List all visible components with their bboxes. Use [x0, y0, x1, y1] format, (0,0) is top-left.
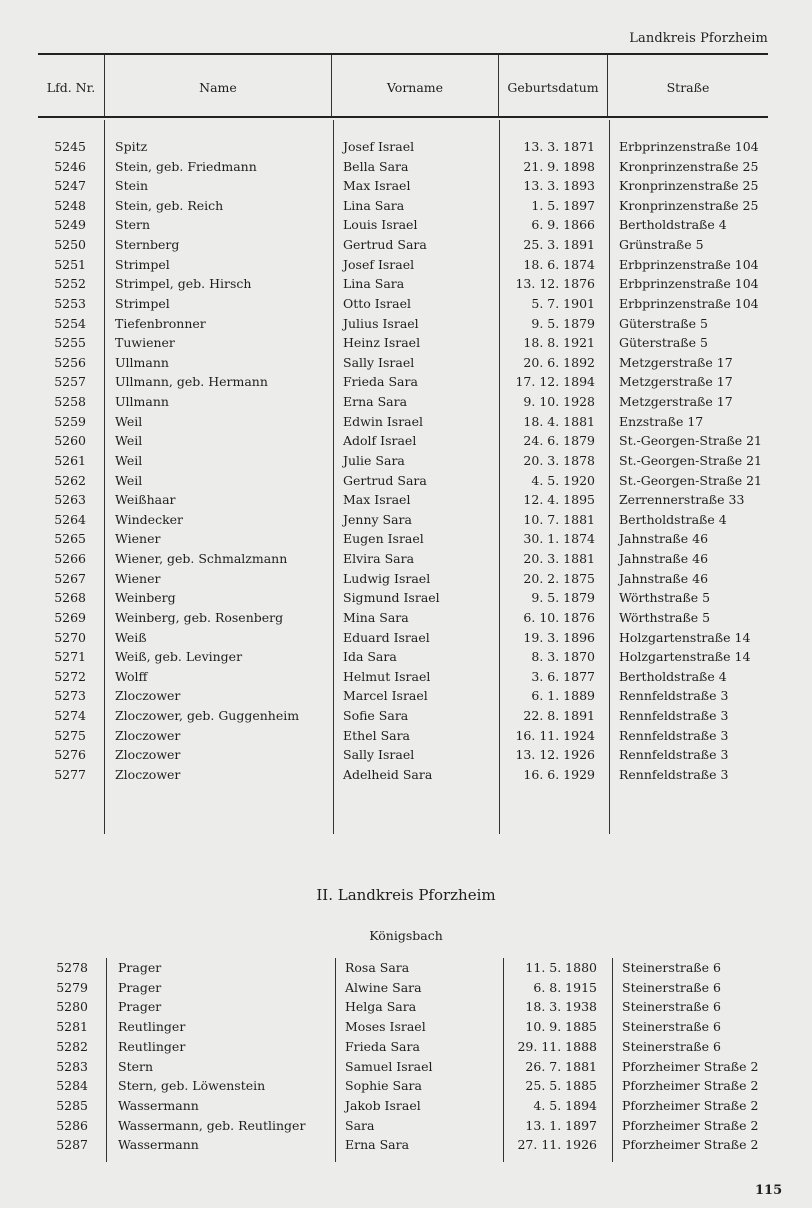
cell-strasse: Jahnstraße 46 [619, 531, 709, 547]
cell-nr: 5247 [54, 178, 86, 194]
cell-nr: 5253 [54, 295, 86, 311]
cell-nr: 5251 [54, 256, 86, 272]
cell-vorname: Mina Sara [343, 609, 409, 625]
cell-strasse: Rennfeldstraße 3 [619, 727, 729, 743]
table-row [0, 159, 812, 178]
header-divider [498, 55, 499, 116]
table-row [0, 1039, 812, 1058]
cell-geburtsdatum: 9. 5. 1879 [531, 590, 595, 606]
table-row [0, 1137, 812, 1156]
cell-strasse: Steinerstraße 6 [622, 1038, 721, 1054]
cell-geburtsdatum: 17. 12. 1894 [515, 374, 595, 390]
cell-strasse: Kronprinzenstraße 25 [619, 158, 759, 174]
cell-vorname: Jenny Sara [343, 511, 412, 527]
cell-geburtsdatum: 4. 5. 1894 [533, 1097, 597, 1113]
table-row [0, 1098, 812, 1117]
table-row [0, 257, 812, 276]
cell-vorname: Moses Israel [345, 1019, 426, 1035]
page-number: 115 [755, 1183, 783, 1198]
cell-strasse: Metzgerstraße 17 [619, 374, 733, 390]
cell-strasse: Rennfeldstraße 3 [619, 688, 729, 704]
cell-nr: 5259 [54, 413, 86, 429]
cell-nr: 5285 [56, 1097, 88, 1113]
cell-strasse: Güterstraße 5 [619, 315, 708, 331]
table-row [0, 198, 812, 217]
cell-nr: 5252 [54, 276, 86, 292]
cell-nr: 5277 [54, 766, 86, 782]
table-row [0, 1078, 812, 1097]
cell-name: Prager [118, 960, 162, 975]
cell-name: Ullmann, geb. Hermann [115, 374, 268, 390]
cell-strasse: St.-Georgen-Straße 21 [619, 472, 762, 488]
cell-vorname: Ida Sara [343, 649, 397, 665]
cell-vorname: Jakob Israel [345, 1097, 421, 1113]
table-row [0, 630, 812, 649]
cell-nr: 5254 [54, 315, 86, 331]
table-row [0, 355, 812, 374]
cell-vorname: Alwine Sara [345, 979, 422, 995]
cell-name: Weil [115, 472, 143, 488]
cell-strasse: Steinerstraße 6 [622, 979, 721, 995]
cell-strasse: Pforzheimer Straße 2 [622, 1117, 759, 1133]
cell-nr: 5263 [54, 492, 86, 508]
cell-strasse: St.-Georgen-Straße 21 [619, 433, 762, 449]
table-row [0, 669, 812, 688]
table-row [0, 688, 812, 707]
cell-geburtsdatum: 25. 5. 1885 [525, 1078, 597, 1094]
cell-name: Wassermann [118, 1097, 199, 1113]
table-row [0, 1059, 812, 1078]
cell-nr: 5245 [54, 139, 86, 154]
cell-vorname: Gertrud Sara [343, 237, 427, 253]
header-name: Name [199, 80, 237, 95]
table-row [0, 551, 812, 570]
cell-geburtsdatum: 13. 3. 1893 [523, 178, 595, 194]
table-row [0, 178, 812, 197]
cell-nr: 5250 [54, 237, 86, 253]
cell-vorname: Edwin Israel [343, 413, 424, 429]
table-row [0, 767, 812, 786]
cell-vorname: Samuel Israel [345, 1058, 433, 1074]
cell-name: Wolff [115, 668, 148, 684]
cell-nr: 5273 [54, 688, 86, 704]
cell-name: Zloczower [115, 747, 181, 763]
cell-name: Prager [118, 999, 162, 1015]
cell-nr: 5246 [54, 158, 86, 174]
cell-vorname: Bella Sara [343, 158, 409, 174]
cell-name: Wiener, geb. Schmalzmann [115, 551, 288, 567]
header-divider [607, 55, 608, 116]
cell-name: Reutlinger [118, 1038, 186, 1054]
cell-name: Ullmann [115, 394, 169, 410]
cell-vorname: Eduard Israel [343, 629, 430, 645]
cell-nr: 5271 [54, 649, 86, 665]
cell-nr: 5267 [54, 570, 86, 586]
cell-vorname: Josef Israel [343, 256, 415, 272]
cell-strasse: Jahnstraße 46 [619, 551, 709, 567]
cell-vorname: Frieda Sara [345, 1038, 420, 1054]
cell-name: Weil [115, 433, 143, 449]
cell-geburtsdatum: 20. 6. 1892 [523, 354, 595, 370]
cell-geburtsdatum: 20. 3. 1878 [523, 452, 595, 468]
cell-strasse: Pforzheimer Straße 2 [622, 1058, 759, 1074]
table-row [0, 980, 812, 999]
cell-nr: 5281 [56, 1019, 88, 1035]
table-row [0, 414, 812, 433]
cell-name: Weil [115, 452, 143, 468]
cell-strasse: Bertholdstraße 4 [619, 217, 727, 233]
cell-strasse: Kronprinzenstraße 25 [619, 197, 759, 213]
cell-vorname: Julie Sara [343, 452, 405, 468]
cell-nr: 5265 [54, 531, 86, 547]
cell-name: Windecker [115, 511, 184, 527]
cell-vorname: Heinz Israel [343, 335, 421, 351]
cell-name: Strimpel [115, 256, 170, 272]
cell-geburtsdatum: 18. 4. 1881 [523, 413, 595, 429]
cell-vorname: Helmut Israel [343, 668, 431, 684]
header-geburtsdatum: Geburtsdatum [507, 80, 599, 95]
table-row [0, 217, 812, 236]
section-title: II. Landkreis Pforzheim [316, 886, 496, 904]
table-row [0, 374, 812, 393]
cell-strasse: Wörthstraße 5 [619, 590, 711, 606]
cell-geburtsdatum: 25. 3. 1891 [523, 237, 595, 253]
subsection-title: Königsbach [369, 928, 443, 943]
cell-geburtsdatum: 13. 12. 1876 [515, 276, 595, 292]
cell-nr: 5286 [56, 1117, 88, 1133]
table-row [0, 571, 812, 590]
cell-geburtsdatum: 10. 9. 1885 [525, 1019, 597, 1035]
cell-nr: 5279 [56, 979, 88, 995]
cell-name: Zloczower [115, 688, 181, 704]
cell-geburtsdatum: 6. 8. 1915 [533, 979, 597, 995]
cell-strasse: Erbprinzenstraße 104 [619, 295, 759, 311]
cell-nr: 5262 [54, 472, 86, 488]
header-strasse: Straße [666, 80, 710, 95]
cell-nr: 5258 [54, 394, 86, 410]
table-row [0, 316, 812, 335]
cell-strasse: Jahnstraße 46 [619, 570, 709, 586]
cell-vorname: Ludwig Israel [343, 570, 431, 586]
cell-vorname: Adelheid Sara [343, 766, 433, 782]
table-row [0, 453, 812, 472]
cell-vorname: Eugen Israel [343, 531, 424, 547]
header-bottom-rule [38, 116, 768, 118]
cell-geburtsdatum: 20. 2. 1875 [523, 570, 595, 586]
cell-nr: 5283 [56, 1058, 88, 1074]
cell-nr: 5274 [54, 707, 86, 723]
cell-name: Stern, geb. Löwenstein [118, 1078, 266, 1094]
table-row [0, 960, 812, 979]
cell-nr: 5287 [56, 1137, 88, 1153]
cell-strasse: Holzgartenstraße 14 [619, 629, 751, 645]
table-row [0, 1019, 812, 1038]
table-row [0, 747, 812, 766]
cell-vorname: Gertrud Sara [343, 472, 427, 488]
cell-geburtsdatum: 27. 11. 1926 [517, 1137, 597, 1153]
cell-vorname: Erna Sara [345, 1137, 410, 1153]
cell-strasse: Steinerstraße 6 [622, 999, 721, 1015]
running-head: Landkreis Pforzheim [629, 31, 768, 46]
cell-vorname: Sally Israel [343, 354, 415, 370]
cell-nr: 5260 [54, 433, 86, 449]
cell-nr: 5278 [56, 960, 88, 975]
cell-geburtsdatum: 24. 6. 1879 [523, 433, 595, 449]
cell-geburtsdatum: 6. 9. 1866 [531, 217, 595, 233]
cell-vorname: Erna Sara [343, 394, 408, 410]
cell-geburtsdatum: 8. 3. 1870 [531, 649, 595, 665]
cell-vorname: Elvira Sara [343, 551, 415, 567]
cell-name: Sternberg [115, 237, 180, 253]
cell-name: Weiß [115, 629, 147, 645]
cell-name: Reutlinger [118, 1019, 186, 1035]
cell-geburtsdatum: 3. 6. 1877 [531, 668, 595, 684]
cell-geburtsdatum: 13. 3. 1871 [523, 139, 595, 154]
cell-vorname: Lina Sara [343, 276, 405, 292]
table-row [0, 335, 812, 354]
cell-geburtsdatum: 30. 1. 1874 [523, 531, 595, 547]
cell-strasse: Bertholdstraße 4 [619, 668, 727, 684]
table-row [0, 610, 812, 629]
cell-strasse: Rennfeldstraße 3 [619, 766, 729, 782]
cell-nr: 5261 [54, 452, 86, 468]
cell-name: Weinberg [115, 590, 176, 606]
table-row [0, 590, 812, 609]
cell-strasse: Enzstraße 17 [619, 413, 704, 429]
cell-name: Stein, geb. Friedmann [115, 158, 257, 174]
cell-nr: 5275 [54, 727, 86, 743]
cell-nr: 5257 [54, 374, 86, 390]
cell-name: Stein, geb. Reich [115, 197, 224, 213]
cell-geburtsdatum: 21. 9. 1898 [523, 158, 595, 174]
cell-geburtsdatum: 11. 5. 1880 [525, 960, 597, 975]
cell-name: Weil [115, 413, 143, 429]
cell-name: Strimpel, geb. Hirsch [115, 276, 252, 292]
cell-geburtsdatum: 29. 11. 1888 [517, 1038, 597, 1054]
cell-strasse: Metzgerstraße 17 [619, 394, 733, 410]
cell-geburtsdatum: 9. 5. 1879 [531, 315, 595, 331]
cell-vorname: Otto Israel [343, 295, 411, 311]
cell-name: Stern [115, 217, 151, 233]
cell-strasse: Wörthstraße 5 [619, 609, 711, 625]
cell-geburtsdatum: 5. 7. 1901 [531, 295, 595, 311]
table-row [0, 296, 812, 315]
cell-nr: 5270 [54, 629, 86, 645]
cell-strasse: Steinerstraße 6 [622, 1019, 721, 1035]
cell-strasse: Pforzheimer Straße 2 [622, 1137, 759, 1153]
cell-geburtsdatum: 13. 12. 1926 [515, 747, 595, 763]
cell-geburtsdatum: 13. 1. 1897 [525, 1117, 597, 1133]
cell-vorname: Lina Sara [343, 197, 405, 213]
cell-strasse: Güterstraße 5 [619, 335, 708, 351]
cell-nr: 5280 [56, 999, 88, 1015]
cell-vorname: Josef Israel [343, 139, 415, 154]
cell-strasse: Grünstraße 5 [619, 237, 704, 253]
cell-strasse: Kronprinzenstraße 25 [619, 178, 759, 194]
cell-vorname: Adolf Israel [343, 433, 417, 449]
header-divider [331, 55, 332, 116]
cell-geburtsdatum: 16. 6. 1929 [523, 766, 595, 782]
cell-name: Wassermann, geb. Reutlinger [118, 1117, 306, 1133]
cell-nr: 5249 [54, 217, 86, 233]
cell-nr: 5248 [54, 197, 86, 213]
cell-geburtsdatum: 4. 5. 1920 [531, 472, 595, 488]
table-row [0, 999, 812, 1018]
table-row [0, 649, 812, 668]
cell-geburtsdatum: 6. 10. 1876 [523, 609, 595, 625]
cell-strasse: Pforzheimer Straße 2 [622, 1097, 759, 1113]
cell-name: Weiß, geb. Levinger [115, 649, 243, 665]
cell-vorname: Ethel Sara [343, 727, 411, 743]
cell-vorname: Sophie Sara [345, 1078, 422, 1094]
cell-geburtsdatum: 6. 1. 1889 [531, 688, 595, 704]
cell-name: Prager [118, 979, 162, 995]
cell-name: Wiener [115, 531, 161, 547]
cell-geburtsdatum: 16. 11. 1924 [515, 727, 595, 743]
cell-name: Wassermann [118, 1137, 199, 1153]
cell-name: Tiefenbronner [115, 315, 206, 331]
cell-geburtsdatum: 18. 6. 1874 [523, 256, 595, 272]
cell-nr: 5272 [54, 668, 86, 684]
cell-vorname: Max Israel [343, 178, 411, 194]
cell-nr: 5268 [54, 590, 86, 606]
table-row [0, 473, 812, 492]
cell-name: Zloczower [115, 766, 181, 782]
cell-name: Spitz [115, 139, 148, 154]
cell-strasse: Metzgerstraße 17 [619, 354, 733, 370]
table-row [0, 139, 812, 158]
cell-vorname: Sally Israel [343, 747, 415, 763]
table-row [0, 394, 812, 413]
cell-vorname: Rosa Sara [345, 960, 410, 975]
cell-nr: 5282 [56, 1038, 88, 1054]
cell-geburtsdatum: 20. 3. 1881 [523, 551, 595, 567]
cell-strasse: Steinerstraße 6 [622, 960, 721, 975]
cell-name: Weißhaar [115, 492, 176, 508]
cell-name: Ullmann [115, 354, 169, 370]
cell-name: Strimpel [115, 295, 170, 311]
cell-vorname: Julius Israel [343, 315, 419, 331]
cell-vorname: Helga Sara [345, 999, 417, 1015]
cell-geburtsdatum: 19. 3. 1896 [523, 629, 595, 645]
cell-name: Stern [118, 1058, 154, 1074]
cell-strasse: Bertholdstraße 4 [619, 511, 727, 527]
table-row [0, 492, 812, 511]
table-row [0, 708, 812, 727]
header-divider [104, 55, 105, 116]
cell-geburtsdatum: 1. 5. 1897 [531, 197, 595, 213]
cell-name: Tuwiener [115, 335, 175, 351]
cell-strasse: Zerrennerstraße 33 [619, 492, 745, 508]
cell-geburtsdatum: 10. 7. 1881 [523, 511, 595, 527]
table-row [0, 237, 812, 256]
cell-strasse: Rennfeldstraße 3 [619, 707, 729, 723]
cell-strasse: St.-Georgen-Straße 21 [619, 452, 762, 468]
cell-geburtsdatum: 12. 4. 1895 [523, 492, 595, 508]
cell-vorname: Frieda Sara [343, 374, 418, 390]
cell-vorname: Sofie Sara [343, 707, 409, 723]
cell-name: Stein [115, 178, 149, 194]
cell-strasse: Erbprinzenstraße 104 [619, 139, 759, 154]
cell-nr: 5264 [54, 511, 86, 527]
table-row [0, 433, 812, 452]
cell-name: Wiener [115, 570, 161, 586]
cell-geburtsdatum: 18. 8. 1921 [523, 335, 595, 351]
cell-nr: 5276 [54, 747, 86, 763]
cell-nr: 5255 [54, 335, 86, 351]
cell-name: Zloczower, geb. Guggenheim [115, 707, 300, 723]
cell-vorname: Sara [345, 1117, 375, 1133]
header-nr: Lfd. Nr. [46, 80, 96, 95]
cell-strasse: Erbprinzenstraße 104 [619, 256, 759, 272]
cell-geburtsdatum: 26. 7. 1881 [525, 1058, 597, 1074]
cell-nr: 5266 [54, 551, 86, 567]
cell-name: Zloczower [115, 727, 181, 743]
table-row [0, 728, 812, 747]
cell-geburtsdatum: 18. 3. 1938 [525, 999, 597, 1015]
table-row [0, 276, 812, 295]
cell-strasse: Holzgartenstraße 14 [619, 649, 751, 665]
cell-nr: 5284 [56, 1078, 88, 1094]
cell-vorname: Max Israel [343, 492, 411, 508]
cell-nr: 5256 [54, 354, 86, 370]
header-top-rule [38, 53, 768, 55]
cell-nr: 5269 [54, 609, 86, 625]
cell-geburtsdatum: 9. 10. 1928 [523, 394, 595, 410]
table-row [0, 512, 812, 531]
cell-strasse: Rennfeldstraße 3 [619, 747, 729, 763]
cell-geburtsdatum: 22. 8. 1891 [523, 707, 595, 723]
table-row [0, 531, 812, 550]
cell-vorname: Louis Israel [343, 217, 418, 233]
header-vorname: Vorname [386, 80, 444, 95]
cell-vorname: Sigmund Israel [343, 590, 440, 606]
cell-vorname: Marcel Israel [343, 688, 428, 704]
cell-name: Weinberg, geb. Rosenberg [115, 609, 284, 625]
table-row [0, 1118, 812, 1137]
cell-strasse: Erbprinzenstraße 104 [619, 276, 759, 292]
cell-strasse: Pforzheimer Straße 2 [622, 1078, 759, 1094]
